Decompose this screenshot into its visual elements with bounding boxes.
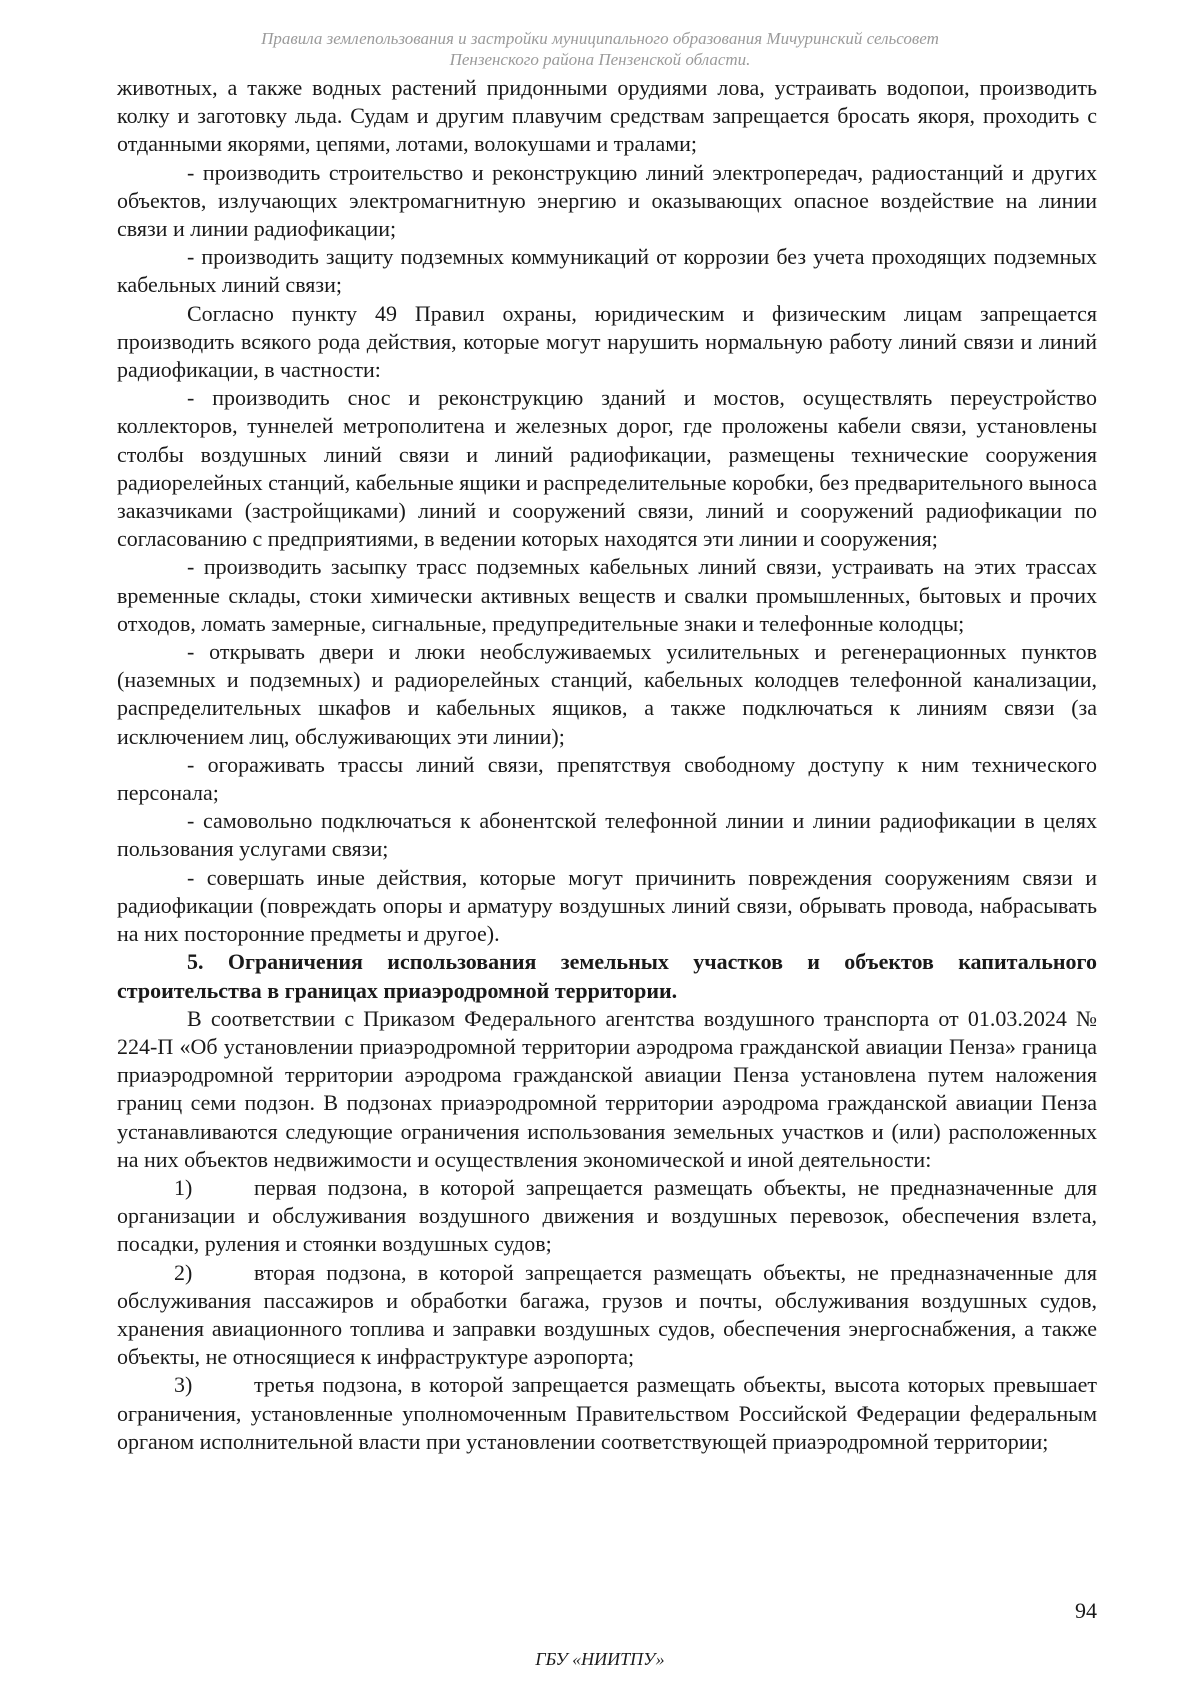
page-number: 94	[1075, 1598, 1097, 1623]
subzone-item-number: 3)	[174, 1372, 193, 1398]
page-body	[117, 74, 1097, 1456]
subzone-item	[117, 1259, 1097, 1372]
section-heading: 5. Ограничения использования земельных участков и объектов капитального строительства в границах приаэродромной территории.	[117, 949, 1097, 1003]
list-item-demolition: - производить снос и реконструкцию зданий и мостов, осуществлять переустройство коллекторов, туннелей метрополитена и железных дорог, где проложены кабели связи, установлены столбы воздушных линий связи и линий радиофикации, размещены технические сооружения радиорелейных станций, кабельные ящики и распределительные коробки, без предварительного выноса заказчиками (застройщиками) линий и сооружений связи, линий и сооружений радиофикации по согласованию с предприятиями, в ведении которых находятся эти линии и сооружения;	[117, 385, 1097, 552]
subzone-item	[117, 1174, 1097, 1259]
subzone-item-text: первая подзона, в которой запрещается размещать объекты, не предназначенные для организации и обслуживания воздушного движения и воздушных перевозок, обеспечения взлета, посадки, руления и стоянки воздушных судов;	[117, 1174, 1097, 1257]
list-item-unauthorized-connection: - самовольно подключаться к абонентской телефонной линии и линии радиофикации в целях пользования услугами связи;	[117, 808, 1097, 862]
list-item-corrosion-protection: - производить защиту подземных коммуникаций от коррозии без учета проходящих подземных кабельных линий связи;	[117, 244, 1097, 298]
subzone-item-text: вторая подзона, в которой запрещается размещать объекты, не предназначенные для обслуживания пассажиров и обработки багажа, грузов и почты, обслуживания воздушных судов, хранения авиационного топлива и заправки воздушных судов, обеспечения энергоснабжения, а также объекты, не относящиеся к инфраструктуре аэропорта;	[117, 1259, 1097, 1370]
running-header-line-1: Правила землепользования и застройки муниципального образования Мичуринский сельсовет	[261, 29, 939, 48]
footer-organization: ГБУ «НИИТПУ»	[535, 1649, 665, 1669]
list-item-power-lines: - производить строительство и реконструкцию линий электропередач, радиостанций и других объектов, излучающих электромагнитную энергию и оказывающих опасное воздействие на линии связи и линии радиофикации;	[117, 159, 1097, 242]
list-item-backfilling: - производить засыпку трасс подземных кабельных линий связи, устраивать на этих трассах временные склады, стоки химически активных веществ и свалки промышленных, бытовых и прочих отходов, ломать замерные, сигнальные, предупредительные знаки и телефонные колодцы;	[117, 554, 1097, 636]
subzone-item-number: 1)	[174, 1174, 193, 1200]
paragraph-continued: животных, а также водных растений придонными орудиями лова, устраивать водопои, производить колку и заготовку льда. Судам и другим плавучим средствам запрещается бросать якоря, проходить с отданными якорями, цепями, лотами, волокушами и тралами;	[117, 75, 1097, 157]
paragraph-rules-item-49: Согласно пункту 49 Правил охраны, юридическим и физическим лицам запрещается производить всякого рода действия, которые могут нарушить нормальную работу линий связи и линий радиофикации, в частности:	[117, 300, 1097, 383]
subzone-item	[117, 1371, 1097, 1456]
subzone-item-text: третья подзона, в которой запрещается размещать объекты, высота которых превышает ограничения, установленные уполномоченным Правительством Российской Федерации федеральным органом исполнительной власти при установлении соответствующей приаэродромной территории;	[117, 1372, 1097, 1454]
running-header-line-2: Пензенского района Пензенской области.	[449, 50, 751, 69]
paragraph-order-224p: В соответствии с Приказом Федерального агентства воздушного транспорта от 01.03.2024 № 224-П «Об установлении приаэродромной территории аэродрома гражданской авиации Пенза» граница приаэродромной территории аэродрома гражданской авиации Пенза установлена путем наложения границ семи подзон. В подзонах приаэродромной территории аэродрома гражданской авиации Пенза устанавливаются следующие ограничения использования земельных участков и (или) расположенных на них объектов недвижимости и осуществления экономической и иной деятельности:	[117, 1005, 1097, 1172]
list-item-opening-doors: - открывать двери и люки необслуживаемых усилительных и регенерационных пунктов (наземных и подземных) и радиорелейных станций, кабельных колодцев телефонной канализации, распределительных шкафов и кабельных ящиков, а также подключаться к линиям связи (за исключением лиц, обслуживающих эти линии);	[117, 639, 1097, 749]
running-header	[0, 28, 1200, 70]
subzone-item-number: 2)	[174, 1259, 193, 1285]
list-item-other-actions: - совершать иные действия, которые могут причинить повреждения сооружениям связи и радиофикации (повреждать опоры и арматуру воздушных линий связи, обрывать провода, набрасывать на них посторонние предметы и другое).	[117, 864, 1097, 947]
list-item-fencing: - огораживать трассы линий связи, препятствуя свободному доступу к ним технического персонала;	[117, 751, 1097, 806]
